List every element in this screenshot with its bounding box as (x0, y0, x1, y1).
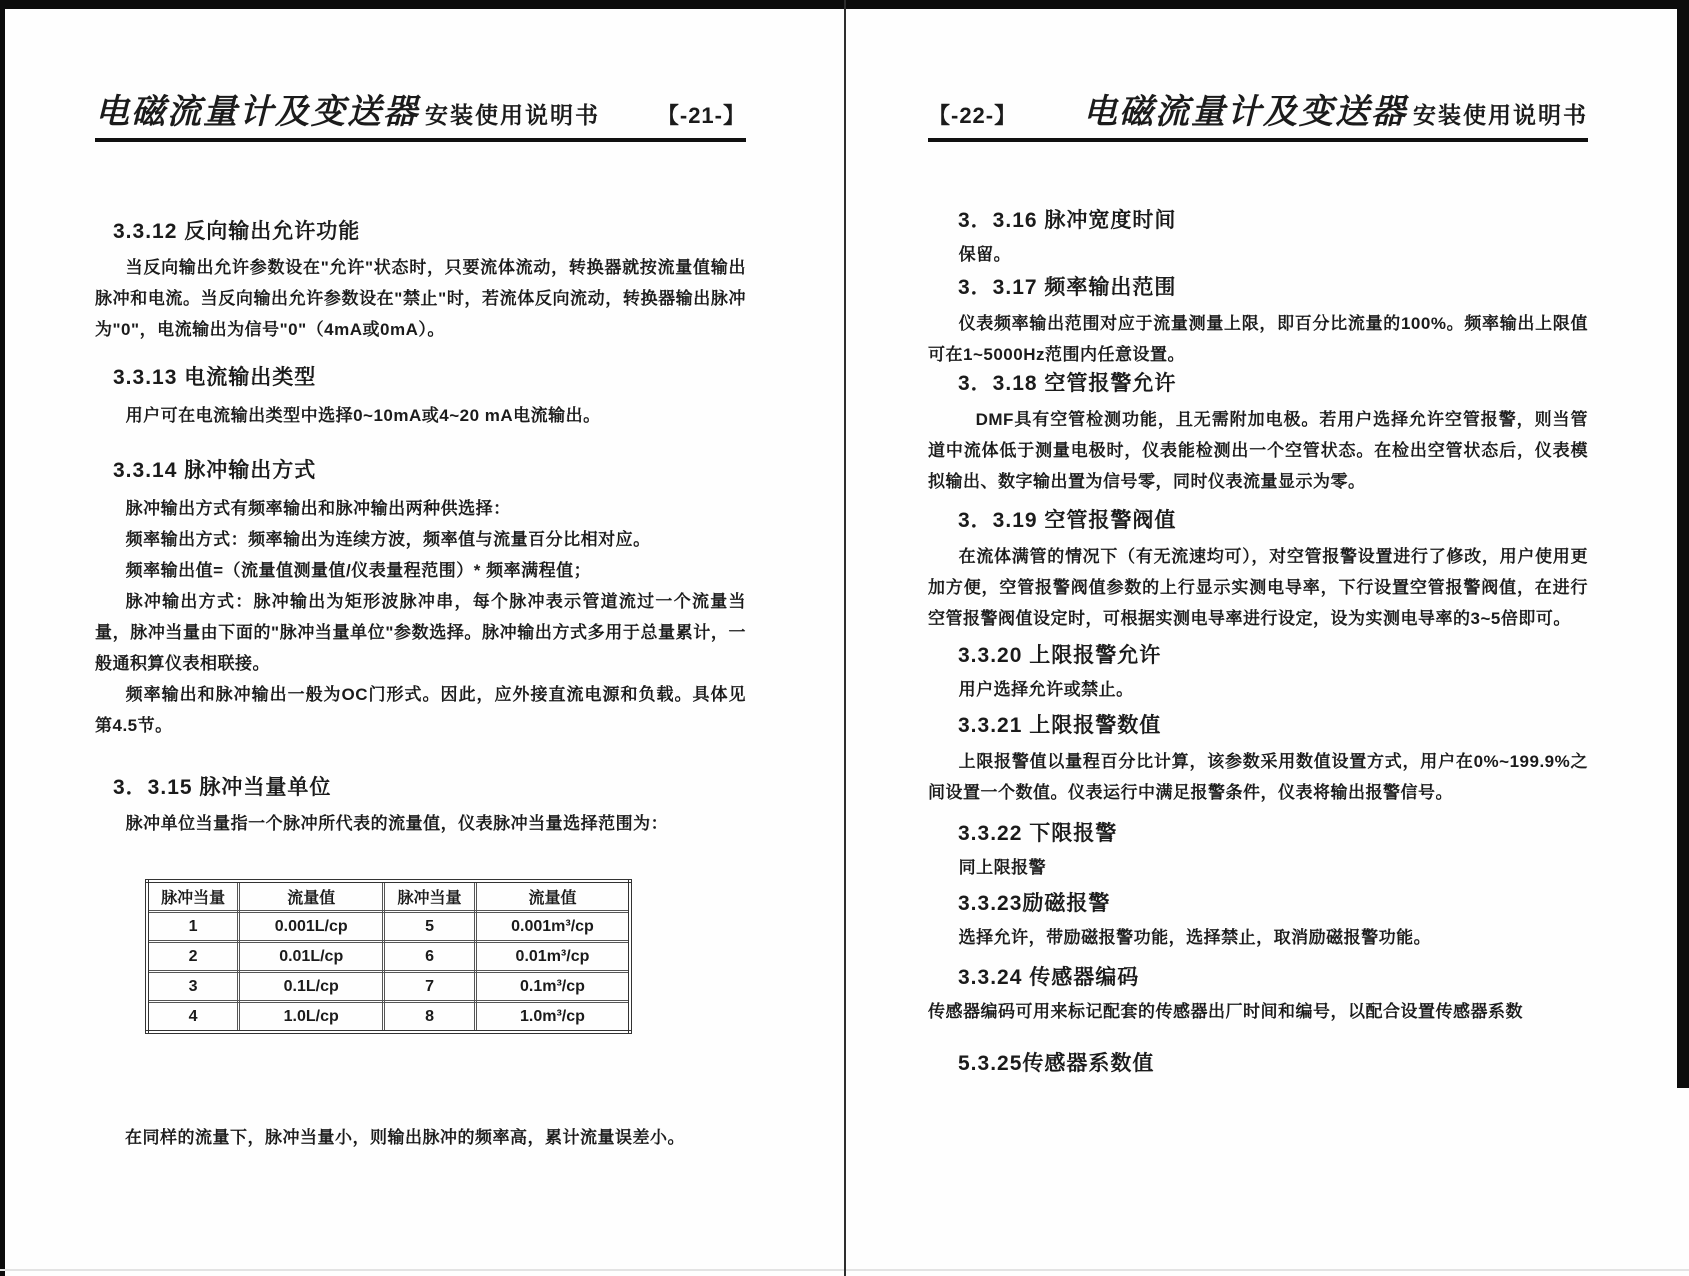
section-3-3-22-heading: 3.3.22 下限报警 (958, 822, 1118, 845)
table-cell: 3 (147, 972, 239, 1002)
table-cell: 0.1L/cp (239, 972, 384, 1002)
section-3-3-21-heading: 3.3.21 上限报警数值 (958, 714, 1162, 737)
page-number-22: 【-22-】 (928, 103, 1018, 128)
table-row (147, 912, 630, 942)
pulse-equivalent-table (145, 879, 632, 1034)
section-3-3-22 (928, 820, 1588, 883)
section-3-3-13-paragraph: 用户可在电流输出类型中选择0~10mA或4~20 mA电流输出。 (125, 406, 601, 425)
table-cell: 8 (384, 1002, 476, 1033)
manual-subtitle: 安装使用说明书 (425, 102, 600, 128)
table-cell: 1 (147, 912, 239, 942)
table-cell: 4 (147, 1002, 239, 1033)
table-cell: 0.001m³/cp (475, 912, 630, 942)
section-3-3-23-paragraph: 选择允许，带励磁报警功能，选择禁止，取消励磁报警功能。 (958, 928, 1432, 947)
table-cell: 7 (384, 972, 476, 1002)
section-3-3-19 (928, 507, 1588, 634)
manual-subtitle: 安装使用说明书 (1413, 102, 1588, 128)
section-3-3-17 (928, 274, 1588, 370)
table-cell: 0.1m³/cp (475, 972, 630, 1002)
section-3-3-17-heading: 3．3.17 频率输出范围 (958, 276, 1177, 299)
section-3-3-14-paragraph: 频率输出值=（流量值测量值/仪表量程范围）* 频率满程值； (125, 561, 592, 580)
page-22-header (928, 0, 1588, 142)
page-22 (928, 0, 1588, 1078)
section-3-3-24 (928, 964, 1588, 1027)
manual-title-group (95, 84, 600, 133)
table-header-cell: 流量值 (239, 881, 384, 912)
section-3-3-15-paragraph: 脉冲单位当量指一个脉冲所代表的流量值，仪表脉冲当量选择范围为： (125, 814, 669, 833)
section-3-3-23-heading: 3.3.23励磁报警 (958, 892, 1111, 915)
table-row (147, 1002, 630, 1033)
section-3-3-14-paragraph: 脉冲输出方式：脉冲输出为矩形波脉冲串，每个脉冲表示管道流过一个流量当量，脉冲当量由下面的"脉冲当量单位"参数选择。脉冲输出方式多用于总量累计，一般通积算仪表相联接。 (95, 592, 746, 673)
section-3-3-12-heading: 3.3.12 反向输出允许功能 (113, 220, 361, 243)
section-3-3-17-paragraph: 仪表频率输出范围对应于流量测量上限，即百分比流量的100%。频率输出上限值可在1~5000Hz范围内任意设置。 (928, 314, 1588, 364)
manual-title-group (1083, 84, 1588, 133)
section-3-3-21-paragraph: 上限报警值以量程百分比计算，该参数采用数值设置方式，用户在0%~199.9%之间设置一个数值。仪表运行中满足报警条件，仪表将输出报警信号。 (928, 752, 1588, 802)
section-3-3-14-paragraph: 脉冲输出方式有频率输出和脉冲输出两种供选择： (125, 499, 511, 518)
section-3-3-20-heading: 3.3.20 上限报警允许 (958, 644, 1162, 667)
section-3-3-14-heading: 3.3.14 脉冲输出方式 (113, 459, 317, 482)
section-3-3-12-paragraph: 当反向输出允许参数设在"允许"状态时，只要流体流动，转换器就按流量值输出脉冲和电流。当反向输出允许参数设在"禁止"时，若流体反向流动，转换器输出脉冲为"0"，电流输出为信号"0"（4mA或0mA）。 (95, 258, 746, 339)
section-3-3-21 (928, 712, 1588, 808)
section-3-3-14 (95, 457, 746, 741)
page-number-21: 【-21-】 (656, 103, 746, 128)
section-3-3-14-paragraph: 频率输出方式：频率输出为连续方波，频率值与流量百分比相对应。 (125, 530, 651, 549)
table-cell: 0.001L/cp (239, 912, 384, 942)
section-3-3-19-heading: 3．3.19 空管报警阀值 (958, 509, 1177, 532)
section-3-3-12 (95, 218, 746, 345)
section-3-3-16-heading: 3．3.16 脉冲宽度时间 (958, 209, 1177, 232)
section-3-3-18 (928, 370, 1588, 497)
table-cell: 5 (384, 912, 476, 942)
table-cell: 0.01L/cp (239, 942, 384, 972)
scan-edge-left (0, 0, 5, 1276)
manual-title: 电磁流量计及变送器 (95, 93, 419, 131)
section-3-3-24-paragraph: 传感器编码可用来标记配套的传感器出厂时间和编号，以配合设置传感器系数 (928, 1002, 1523, 1021)
section-3-3-13-heading: 3.3.13 电流输出类型 (113, 366, 317, 389)
section-3-3-16 (928, 207, 1588, 270)
page-divider-line (844, 0, 846, 1276)
section-3-3-18-heading: 3．3.18 空管报警允许 (958, 372, 1177, 395)
table-header-row (147, 881, 630, 912)
section-3-3-19-paragraph: 在流体满管的情况下（有无流速均可），对空管报警设置进行了修改，用户使用更加方便，空管报警阀值参数的上行显示实测电导率，下行设置空管报警阀值，在进行空管报警阀值设定时，可根据实测电导率进行设定，设为实测电导率的3~5倍即可。 (928, 547, 1588, 628)
table-row (147, 942, 630, 972)
section-3-3-14-paragraph: 频率输出和脉冲输出一般为OC门形式。因此，应外接直流电源和负载。具体见第4.5节。 (95, 685, 746, 735)
page-21 (95, 0, 746, 1153)
page-21-header (95, 0, 746, 142)
section-3-3-16-paragraph: 保留。 (958, 245, 1012, 264)
section-3-3-15 (95, 774, 746, 839)
manual-title: 电磁流量计及变送器 (1083, 93, 1407, 131)
table-row (147, 972, 630, 1002)
section-5-3-25 (928, 1050, 1588, 1078)
section-3-3-20 (928, 642, 1588, 705)
closing-note: 在同样的流量下，脉冲当量小，则输出脉冲的频率高，累计流量误差小。 (125, 1128, 685, 1147)
table-cell: 1.0L/cp (239, 1002, 384, 1033)
section-3-3-18-paragraph: DMF具有空管检测功能，且无需附加电极。若用户选择允许空管报警，则当管道中流体低于测量电极时，仪表能检测出一个空管状态。在检出空管状态后，仪表模拟输出、数字输出置为信号零，同时仪表流量显示为零。 (928, 410, 1588, 491)
table-header-cell: 脉冲当量 (147, 881, 239, 912)
table-cell: 2 (147, 942, 239, 972)
table-header-cell: 脉冲当量 (384, 881, 476, 912)
table-cell: 6 (384, 942, 476, 972)
scan-edge-right (1677, 0, 1689, 1088)
table-cell: 1.0m³/cp (475, 1002, 630, 1033)
section-3-3-23 (928, 890, 1588, 953)
section-3-3-15-heading: 3．3.15 脉冲当量单位 (113, 776, 332, 799)
table-cell: 0.01m³/cp (475, 942, 630, 972)
table-header-cell: 流量值 (475, 881, 630, 912)
section-3-3-13 (95, 364, 746, 431)
section-3-3-24-heading: 3.3.24 传感器编码 (958, 966, 1140, 989)
section-3-3-22-paragraph: 同上限报警 (958, 858, 1047, 877)
section-5-3-25-heading: 5.3.25传感器系数值 (958, 1052, 1155, 1075)
section-3-3-20-paragraph: 用户选择允许或禁止。 (958, 680, 1134, 699)
